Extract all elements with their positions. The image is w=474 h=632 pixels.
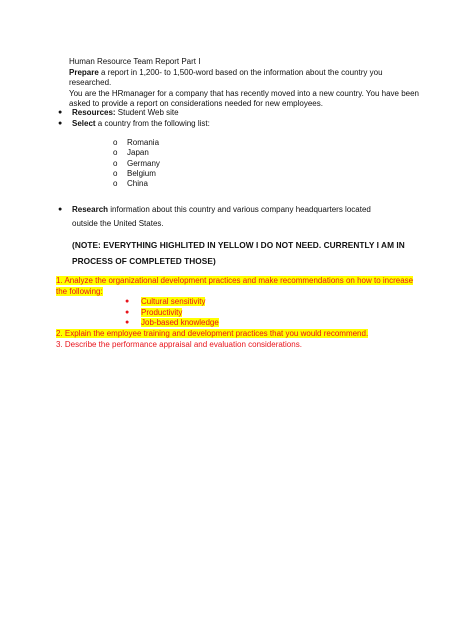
- select-label: Select: [72, 118, 96, 128]
- task-1-line-2: the following:: [56, 286, 103, 296]
- bullet-icon: ●: [125, 308, 130, 316]
- bullet-list: [58, 108, 210, 129]
- bullet-icon: ●: [125, 319, 130, 327]
- list-item: ● Productivity: [125, 307, 183, 317]
- task-3: 3. Describe the performance appraisal and evaluation considerations.: [56, 339, 302, 349]
- select-text: a country from the following list:: [95, 118, 210, 128]
- research-label: Research: [72, 205, 109, 214]
- intro-section: [69, 57, 421, 110]
- bullet-icon: ●: [58, 119, 63, 127]
- prepare-bold: Prepare: [69, 67, 99, 77]
- circle-bullet-icon: o: [113, 158, 118, 168]
- research-text: information about this country and various company headquarters located outside the United States.: [72, 205, 371, 228]
- list-item: o China: [113, 179, 148, 189]
- list-item: ● Job-based knowledge: [125, 318, 219, 328]
- list-item: o Belgium: [113, 168, 156, 178]
- note-line-2: PROCESS OF COMPLETED THOSE): [72, 255, 216, 266]
- bullet-icon: ●: [58, 206, 63, 213]
- circle-bullet-icon: o: [113, 138, 118, 147]
- prepare-line: [69, 68, 421, 89]
- bullet-icon: ●: [58, 109, 63, 116]
- report-heading: Human Resource Team Report Part I: [69, 57, 201, 66]
- resources-item: [58, 108, 210, 119]
- task-1-subitems: [56, 297, 426, 329]
- list-item: o Germany: [113, 158, 160, 168]
- resources-value: Student Web site: [115, 108, 179, 117]
- select-item: [58, 119, 210, 130]
- intro-line-2: You are the HRmanager for a company that has recently moved into a new country. You have been: [69, 88, 419, 98]
- task-list: [56, 276, 426, 350]
- task-1-line-1: 1. Analyze the organizational development practices and make recommendations on how to increase: [56, 276, 414, 285]
- note-line-1: (NOTE: EVERYTHING HIGHLITED IN YELLOW I DO NOT NEED. CURRENTLY I AM IN: [72, 240, 405, 250]
- list-item: ● Cultural sensitivity: [125, 297, 206, 307]
- prepare-rest: a report in 1,200- to 1,500-word based on the information about the country you researched.: [69, 67, 383, 88]
- circle-bullet-icon: o: [113, 179, 118, 189]
- circle-bullet-icon: o: [113, 168, 118, 178]
- task-2: 2. Explain the employee training and development practices that you would recommend.: [56, 328, 369, 338]
- intro-line-3: asked to provide a report on considerations needed for new employees.: [69, 99, 323, 109]
- country-list: [113, 138, 160, 189]
- bullet-icon: ●: [125, 298, 130, 306]
- note-heading: [72, 238, 412, 269]
- circle-bullet-icon: o: [113, 148, 118, 158]
- resources-label: Resources:: [72, 108, 116, 117]
- research-item: [58, 203, 398, 231]
- list-item: o Japan: [113, 148, 149, 158]
- list-item: o Romania: [113, 138, 160, 147]
